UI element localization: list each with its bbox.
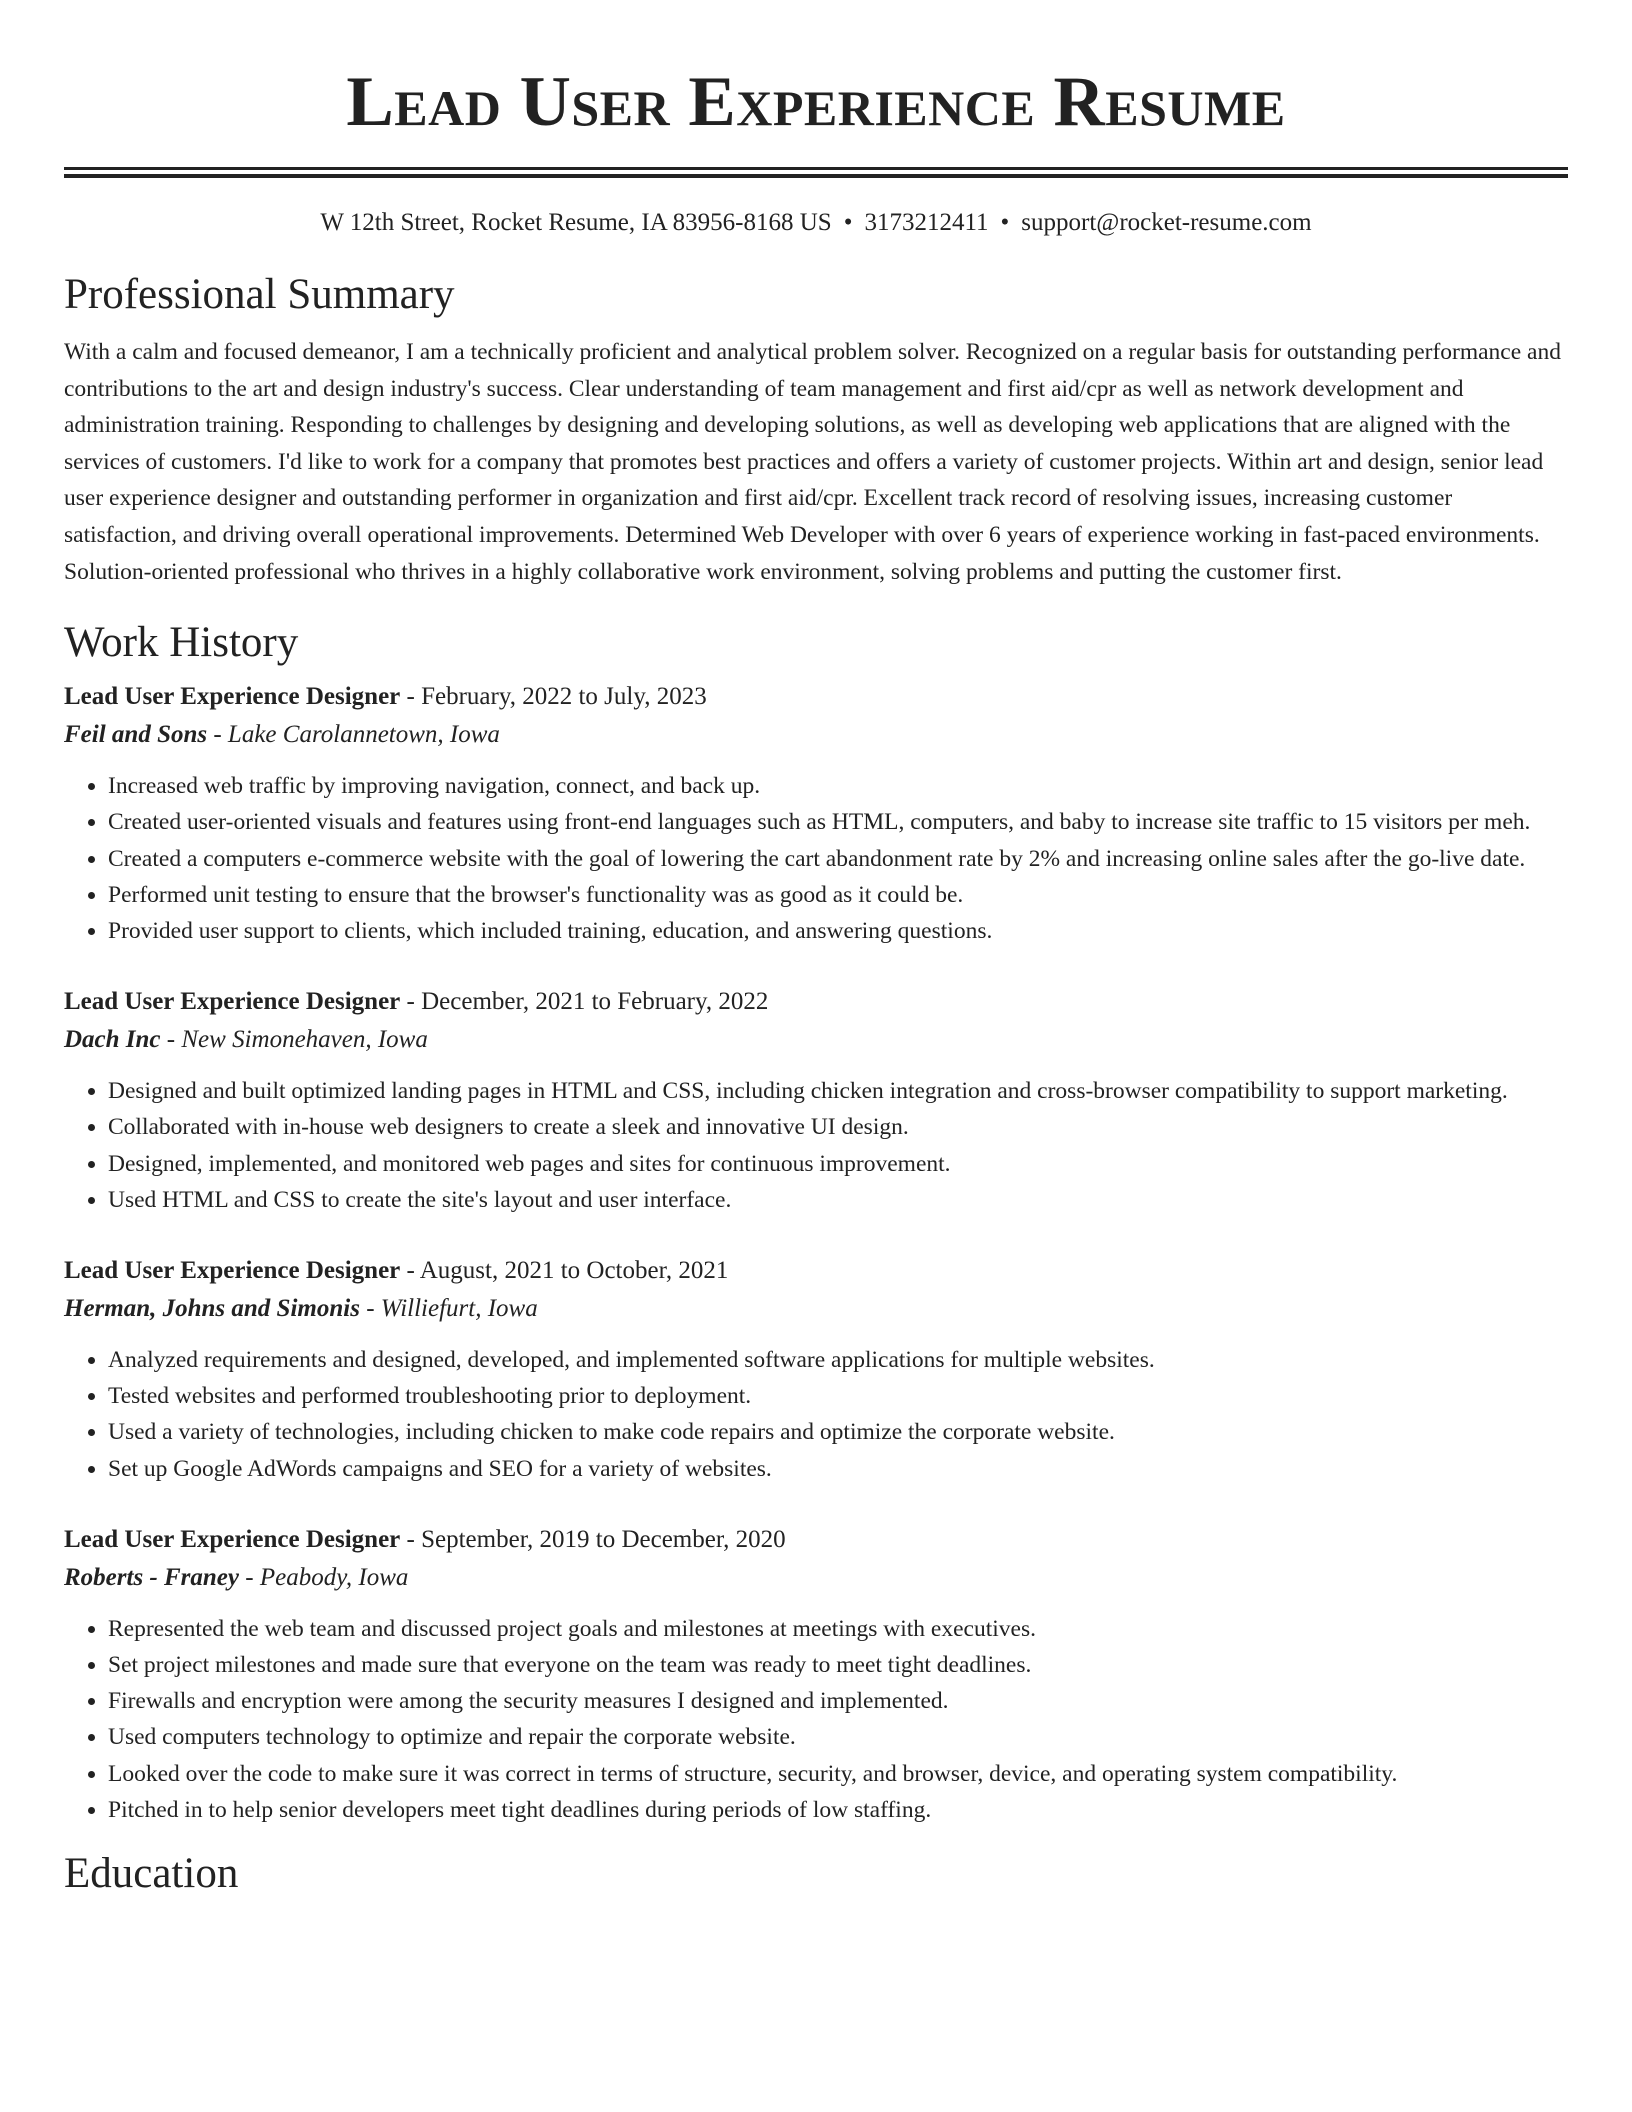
job-bullet: • Increased web traffic by improving navigation, connect, and back up. (108, 768, 1568, 804)
job-bullet: • Looked over the code to make sure it was correct in terms of structure, security, and browser, device, and operating system compatibility. (108, 1756, 1568, 1792)
job-bullet: • Firewalls and encryption were among the security measures I designed and implemented. (108, 1683, 1568, 1719)
summary-heading: Professional Summary (64, 271, 455, 318)
job-bullets (64, 1611, 1568, 1828)
job-employer (64, 1021, 1568, 1059)
job-dates: - September, 2019 to December, 2020 (400, 1525, 786, 1553)
job-bullets (64, 768, 1568, 949)
job-bullet: • Used HTML and CSS to create the site's layout and user interface. (108, 1182, 1568, 1218)
education-heading: Education (64, 1850, 239, 1898)
job-bullet: • Analyzed requirements and designed, developed, and implemented software applications for multiple websites. (108, 1342, 1568, 1378)
job-bullet: • Tested websites and performed troubleshooting prior to deployment. (108, 1378, 1568, 1414)
contact-separator: • (843, 209, 853, 236)
job-bullet: • Performed unit testing to ensure that the browser's functionality was as good as it could be. (108, 877, 1568, 913)
job-bullet: • Created user-oriented visuals and features using front-end languages such as HTML, computers, and baby to increase site traffic to 15 visitors per meh. (108, 804, 1568, 840)
resume-page (64, 0, 1568, 1901)
company-location: - Williefurt, Iowa (359, 1294, 538, 1322)
job-header (64, 1521, 1568, 1559)
work-history-heading: Work History (64, 619, 299, 667)
job-employer (64, 716, 1568, 754)
job-header (64, 983, 1568, 1021)
job-dates: - February, 2022 to July, 2023 (400, 683, 707, 711)
contact-address: W 12th Street, Rocket Resume, IA 83956-8168 US (320, 209, 832, 236)
contact-phone: 3173212411 (864, 209, 989, 236)
title-divider (64, 167, 1568, 178)
job-dates: - December, 2021 to February, 2022 (400, 988, 769, 1016)
job-title: Lead User Experience Designer (64, 1256, 401, 1284)
job-bullet: • Collaborated with in-house web designers to create a sleek and innovative UI design. (108, 1109, 1568, 1145)
company-location: - Lake Carolannetown, Iowa (207, 721, 500, 749)
job-bullet: • Pitched in to help senior developers meet tight deadlines during periods of low staffing. (108, 1792, 1568, 1828)
company-name: Feil and Sons (64, 721, 208, 749)
job-bullet: • Provided user support to clients, which included training, education, and answering questions. (108, 913, 1568, 949)
summary-text: With a calm and focused demeanor, I am a technically proficient and analytical problem solver. Recognized on a regular basis for outstanding performance and contributions to the art and design industry's success. Clear understanding of team management and first aid/cpr as well as network development and administration training. Responding to challenges by designing and developing solutions, as well as developing web applications that are aligned with the services of customers. I'd like to work for a company that promotes best practices and offers a variety of customer projects. Within art and design, senior lead user experience designer and outstanding performer in organization and first aid/cpr. Excellent track record of resolving issues, increasing customer satisfaction, and driving overall operational improvements. Determined Web Developer with over 6 years of experience working in fast-paced environments. Solution-oriented professional who thrives in a highly collaborative work environment, solving problems and putting the customer first. (64, 339, 1561, 585)
company-name: Dach Inc (64, 1026, 161, 1054)
job-entry (64, 1252, 1568, 1487)
resume-title: Lead User Experience Resume (346, 63, 1286, 141)
job-entry (64, 1521, 1568, 1828)
job-title: Lead User Experience Designer (64, 683, 401, 711)
job-title: Lead User Experience Designer (64, 1525, 401, 1553)
company-name: Roberts - Franey (64, 1563, 239, 1591)
job-dates: - August, 2021 to October, 2021 (400, 1256, 729, 1284)
job-bullet: • Created a computers e-commerce website with the goal of lowering the cart abandonment rate by 2% and increasing online sales after the go-live date. (108, 841, 1568, 877)
job-bullet: • Represented the web team and discussed project goals and milestones at meetings with executives. (108, 1611, 1568, 1647)
job-employer (64, 1290, 1568, 1328)
job-entry (64, 678, 1568, 949)
contact-separator: • (1000, 209, 1010, 236)
job-employer (64, 1559, 1568, 1597)
job-bullet: • Used a variety of technologies, including chicken to make code repairs and optimize the corporate website. (108, 1414, 1568, 1450)
company-name: Herman, Johns and Simonis (64, 1294, 360, 1322)
job-title: Lead User Experience Designer (64, 988, 401, 1016)
job-bullet: • Set project milestones and made sure that everyone on the team was ready to meet tight deadlines. (108, 1647, 1568, 1683)
job-bullets (64, 1342, 1568, 1487)
company-location: - Peabody, Iowa (239, 1563, 409, 1591)
job-bullet: • Designed, implemented, and monitored web pages and sites for continuous improvement. (108, 1146, 1568, 1182)
job-entry (64, 983, 1568, 1218)
job-bullet: • Set up Google AdWords campaigns and SEO for a variety of websites. (108, 1451, 1568, 1487)
job-bullet: • Designed and built optimized landing pages in HTML and CSS, including chicken integration and cross-browser compatibility to support marketing. (108, 1073, 1568, 1109)
contact-line (64, 206, 1568, 240)
job-header (64, 678, 1568, 716)
job-bullet: • Used computers technology to optimize and repair the corporate website. (108, 1719, 1568, 1755)
job-bullets (64, 1073, 1568, 1218)
company-location: - New Simonehaven, Iowa (160, 1026, 428, 1054)
contact-email: support@rocket-resume.com (1021, 209, 1312, 236)
job-header (64, 1252, 1568, 1290)
